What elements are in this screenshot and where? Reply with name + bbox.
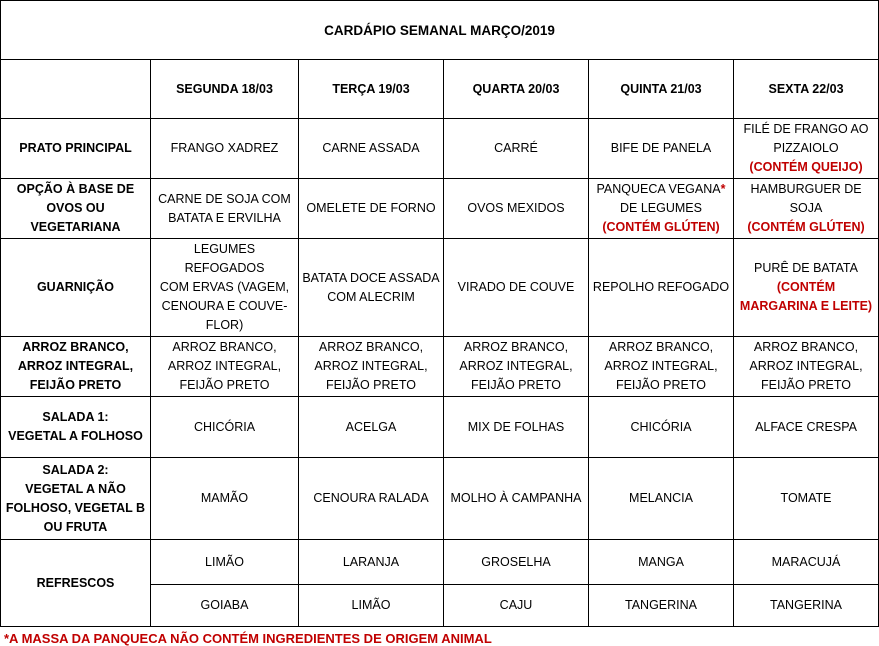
menu-item-cell xyxy=(734,397,879,458)
menu-line xyxy=(301,376,441,395)
category-label-cell xyxy=(1,337,151,397)
menu-text: ARROZ INTEGRAL, xyxy=(314,359,428,373)
menu-item-cell xyxy=(734,179,879,239)
menu-item-cell xyxy=(299,540,444,585)
menu-line xyxy=(153,338,296,357)
menu-line xyxy=(591,418,731,437)
menu-line xyxy=(3,139,148,158)
allergen-text: (CONTÉM GLÚTEN) xyxy=(747,220,865,234)
menu-line xyxy=(736,259,876,278)
menu-item-cell xyxy=(444,179,589,239)
menu-line xyxy=(591,278,731,297)
menu-text: LIMÃO xyxy=(205,554,244,569)
menu-line xyxy=(3,199,148,218)
menu-item-cell xyxy=(444,458,589,540)
menu-text: TANGERINA xyxy=(625,598,697,612)
menu-line xyxy=(446,139,586,158)
menu-text: BIFE DE PANELA xyxy=(610,141,712,155)
menu-text: ARROZ INTEGRAL, xyxy=(604,359,718,373)
menu-item-cell xyxy=(299,585,444,627)
menu-line xyxy=(3,376,148,395)
menu-line xyxy=(301,553,441,572)
menu-text: DE LEGUMES xyxy=(620,201,702,215)
menu-title-cell xyxy=(1,1,879,60)
menu-line xyxy=(3,180,148,199)
menu-text: LARANJA xyxy=(342,554,400,569)
menu-line xyxy=(736,297,876,316)
menu-item-cell xyxy=(299,119,444,179)
menu-text: ARROZ BRANCO, xyxy=(318,340,424,354)
menu-text: CARNE ASSADA xyxy=(322,141,420,155)
menu-line xyxy=(3,518,148,537)
menu-line xyxy=(446,489,586,508)
menu-text: PIZZAIOLO xyxy=(773,141,839,155)
menu-text: LIMÃO xyxy=(351,598,391,612)
menu-item-cell xyxy=(589,337,734,397)
menu-line xyxy=(591,180,731,199)
menu-row xyxy=(1,458,879,540)
menu-line xyxy=(3,480,148,499)
menu-line xyxy=(736,180,876,199)
menu-item-cell xyxy=(444,337,589,397)
drinks-row xyxy=(1,540,879,585)
menu-line xyxy=(591,553,731,572)
menu-item-cell xyxy=(589,119,734,179)
menu-line xyxy=(736,218,876,237)
menu-text: FEIJÃO PRETO xyxy=(179,378,270,392)
menu-text: MAMÃO xyxy=(200,491,249,505)
menu-text: LEGUMES REFOGADOS xyxy=(184,242,265,275)
menu-text: TOMATE xyxy=(780,491,832,505)
menu-text: VEGETAL A NÃO xyxy=(25,481,126,496)
menu-text: ARROZ BRANCO, xyxy=(608,340,714,354)
menu-text: GROSELHA xyxy=(481,554,551,569)
menu-item-cell xyxy=(589,585,734,627)
menu-text: FLOR) xyxy=(205,318,244,332)
menu-line xyxy=(153,297,296,316)
day-header-label: TERÇA 19/03 xyxy=(332,81,410,96)
allergen-text: (CONTÉM QUEIJO) xyxy=(749,160,863,174)
menu-text: OU FRUTA xyxy=(43,519,108,534)
menu-item-cell xyxy=(151,239,299,337)
menu-text: ARROZ INTEGRAL, xyxy=(749,359,863,373)
menu-item-cell xyxy=(151,540,299,585)
menu-text: BATATA DOCE ASSADA xyxy=(302,270,440,285)
menu-text: HAMBURGUER DE xyxy=(750,182,862,196)
menu-text: CARRÉ xyxy=(494,141,538,155)
menu-line xyxy=(153,553,296,572)
menu-text: BATATA E ERVILHA xyxy=(168,210,281,225)
menu-line xyxy=(736,158,876,177)
menu-text: PRATO PRINCIPAL xyxy=(19,141,132,155)
menu-line xyxy=(3,357,148,376)
menu-line xyxy=(591,199,731,218)
menu-line xyxy=(736,139,876,158)
menu-item-cell xyxy=(151,585,299,627)
menu-item-cell xyxy=(299,458,444,540)
menu-line xyxy=(3,499,148,518)
menu-line xyxy=(591,357,731,376)
menu-text: ARROZ INTEGRAL, xyxy=(167,359,282,373)
day-header-label: QUARTA 20/03 xyxy=(472,81,560,96)
menu-text: MOLHO À CAMPANHA xyxy=(450,491,582,505)
menu-line xyxy=(301,338,441,357)
menu-text: CENOURA RALADA xyxy=(313,491,429,505)
menu-line xyxy=(591,139,731,158)
menu-text: GUARNIÇÃO xyxy=(36,280,115,294)
menu-text: COM ERVAS (VAGEM, xyxy=(159,280,290,294)
menu-line xyxy=(446,553,586,572)
menu-text: OPÇÃO À BASE DE xyxy=(16,182,135,196)
menu-item-cell xyxy=(444,119,589,179)
menu-text: GOIABA xyxy=(200,598,249,612)
menu-line xyxy=(736,338,876,357)
menu-line xyxy=(301,288,441,307)
menu-item-cell xyxy=(734,239,879,337)
menu-line xyxy=(3,408,148,427)
menu-text: CHICÓRIA xyxy=(193,419,256,434)
menu-line xyxy=(153,376,296,395)
menu-item-cell xyxy=(589,239,734,337)
menu-line xyxy=(446,199,586,218)
menu-item-cell xyxy=(734,119,879,179)
menu-line xyxy=(153,139,296,158)
menu-text: PURÊ DE BATATA xyxy=(754,261,858,275)
day-header-label: SEXTA 22/03 xyxy=(768,81,844,96)
menu-line xyxy=(591,596,731,615)
menu-line xyxy=(3,338,148,357)
allergen-text: MARGARINA E LEITE) xyxy=(739,299,873,313)
menu-text: ACELGA xyxy=(345,419,397,434)
menu-text: FEIJÃO PRETO xyxy=(325,378,417,392)
menu-line xyxy=(736,596,876,615)
menu-text: OVOS OU xyxy=(46,201,105,215)
menu-line xyxy=(736,120,876,139)
menu-line xyxy=(591,218,731,237)
menu-item-cell xyxy=(734,337,879,397)
menu-item-cell xyxy=(444,239,589,337)
menu-item-cell xyxy=(151,397,299,458)
menu-item-cell xyxy=(734,585,879,627)
menu-row xyxy=(1,119,879,179)
menu-line xyxy=(153,489,296,508)
category-label-cell xyxy=(1,179,151,239)
menu-row xyxy=(1,337,879,397)
menu-text: FEIJÃO PRETO xyxy=(615,378,707,392)
menu-text: COM ALECRIM xyxy=(327,289,415,304)
menu-text: CHICÓRIA xyxy=(630,419,692,434)
menu-line xyxy=(153,278,296,297)
menu-line xyxy=(446,596,586,615)
menu-text: FEIJÃO PRETO xyxy=(760,378,852,392)
menu-row xyxy=(1,397,879,458)
menu-item-cell xyxy=(151,179,299,239)
menu-item-cell xyxy=(299,179,444,239)
menu-item-cell xyxy=(444,585,589,627)
menu-text: VEGETAL A FOLHOSO xyxy=(8,429,143,443)
menu-line xyxy=(736,376,876,395)
menu-text: ARROZ INTEGRAL, xyxy=(17,359,134,373)
menu-text: ARROZ BRANCO, xyxy=(463,340,569,354)
menu-item-cell xyxy=(151,119,299,179)
menu-text: ARROZ BRANCO, xyxy=(172,340,277,354)
day-header-label: QUINTA 21/03 xyxy=(620,81,702,96)
menu-text: CENOURA E COUVE- xyxy=(161,299,288,313)
menu-line xyxy=(3,218,148,237)
menu-text: FRANGO XADREZ xyxy=(170,141,279,155)
menu-text: ALFACE CRESPA xyxy=(755,419,857,434)
menu-text: FOLHOSO, VEGETAL B xyxy=(5,500,146,515)
menu-text: MIX DE FOLHAS xyxy=(467,419,565,434)
menu-line xyxy=(3,461,148,480)
menu-line xyxy=(301,418,441,437)
menu-item-cell xyxy=(444,540,589,585)
menu-line xyxy=(3,427,148,446)
menu-text: MARACUJÁ xyxy=(771,554,841,569)
menu-text: REFRESCOS xyxy=(36,575,115,590)
menu-item-cell xyxy=(734,458,879,540)
menu-text: ARROZ INTEGRAL, xyxy=(459,359,573,373)
menu-item-cell xyxy=(151,337,299,397)
menu-text: OVOS MEXIDOS xyxy=(467,201,565,215)
menu-text: CAJU xyxy=(499,598,533,612)
menu-text: REPOLHO REFOGADO xyxy=(592,280,730,294)
menu-item-cell xyxy=(299,397,444,458)
menu-line xyxy=(153,596,296,615)
menu-line xyxy=(153,418,296,437)
menu-text: TANGERINA xyxy=(770,598,842,612)
menu-line xyxy=(446,278,586,297)
day-header-cell xyxy=(444,60,589,119)
menu-line xyxy=(736,489,876,508)
title-row xyxy=(1,1,879,60)
menu-line xyxy=(153,240,296,278)
menu-line xyxy=(591,376,731,395)
menu-item-cell xyxy=(151,458,299,540)
menu-text: SALADA 2: xyxy=(42,462,109,477)
category-label-cell xyxy=(1,458,151,540)
menu-line xyxy=(153,357,296,376)
menu-text: ARROZ BRANCO, xyxy=(22,340,129,354)
menu-line xyxy=(591,489,731,508)
menu-line xyxy=(446,376,586,395)
category-label-cell xyxy=(1,239,151,337)
menu-item-cell xyxy=(589,397,734,458)
menu-line xyxy=(591,338,731,357)
menu-text: MELANCIA xyxy=(629,491,693,505)
pancake-footnote: *A MASSA DA PANQUECA NÃO CONTÉM INGREDIENTES DE ORIGEM ANIMAL xyxy=(4,631,492,646)
menu-line xyxy=(736,278,876,297)
menu-item-cell xyxy=(734,540,879,585)
menu-line xyxy=(301,139,441,158)
category-label-cell xyxy=(1,540,151,627)
menu-line xyxy=(301,357,441,376)
menu-item-cell xyxy=(444,397,589,458)
menu-line xyxy=(736,553,876,572)
menu-text: VIRADO DE COUVE xyxy=(457,280,575,294)
menu-line xyxy=(153,190,296,209)
menu-line xyxy=(301,596,441,615)
menu-line xyxy=(3,278,148,297)
day-header-row xyxy=(1,60,879,119)
menu-line xyxy=(301,199,441,218)
allergen-text: (CONTÉM GLÚTEN) xyxy=(602,220,720,234)
menu-text: ARROZ BRANCO, xyxy=(753,340,859,354)
menu-item-cell xyxy=(589,458,734,540)
day-header-cell xyxy=(734,60,879,119)
menu-line xyxy=(3,574,148,593)
day-header-cell xyxy=(299,60,444,119)
menu-text: OMELETE DE FORNO xyxy=(306,201,436,215)
menu-line xyxy=(301,269,441,288)
menu-line xyxy=(736,199,876,218)
allergen-text: (CONTÉM xyxy=(776,280,836,294)
category-label-cell xyxy=(1,119,151,179)
menu-text: SALADA 1: xyxy=(42,410,109,424)
menu-line xyxy=(736,418,876,437)
day-header-cell xyxy=(151,60,299,119)
day-header-cell xyxy=(589,60,734,119)
menu-item-cell xyxy=(589,540,734,585)
menu-text: FILÉ DE FRANGO AO xyxy=(743,122,869,136)
menu-item-cell xyxy=(299,239,444,337)
menu-line xyxy=(153,209,296,228)
day-header-label: SEGUNDA 18/03 xyxy=(176,81,273,96)
menu-line xyxy=(446,338,586,357)
menu-row xyxy=(1,239,879,337)
menu-text: VEGETARIANA xyxy=(30,220,121,234)
menu-text: CARNE DE SOJA COM xyxy=(158,191,291,206)
category-label-cell xyxy=(1,397,151,458)
menu-text: MANGA xyxy=(638,554,684,569)
menu-row xyxy=(1,179,879,239)
allergen-text: * xyxy=(720,182,726,196)
menu-line xyxy=(153,316,296,335)
menu-line xyxy=(446,418,586,437)
corner-empty-cell xyxy=(1,60,151,119)
menu-line xyxy=(736,357,876,376)
menu-item-cell xyxy=(589,179,734,239)
menu-line xyxy=(301,489,441,508)
menu-item-cell xyxy=(299,337,444,397)
menu-text: FEIJÃO PRETO xyxy=(470,378,562,392)
page-title: CARDÁPIO SEMANAL MARÇO/2019 xyxy=(324,22,555,38)
menu-text: SOJA xyxy=(789,201,823,215)
menu-line xyxy=(446,357,586,376)
menu-text: FEIJÃO PRETO xyxy=(29,378,122,392)
menu-text: PANQUECA VEGANA xyxy=(596,182,721,196)
